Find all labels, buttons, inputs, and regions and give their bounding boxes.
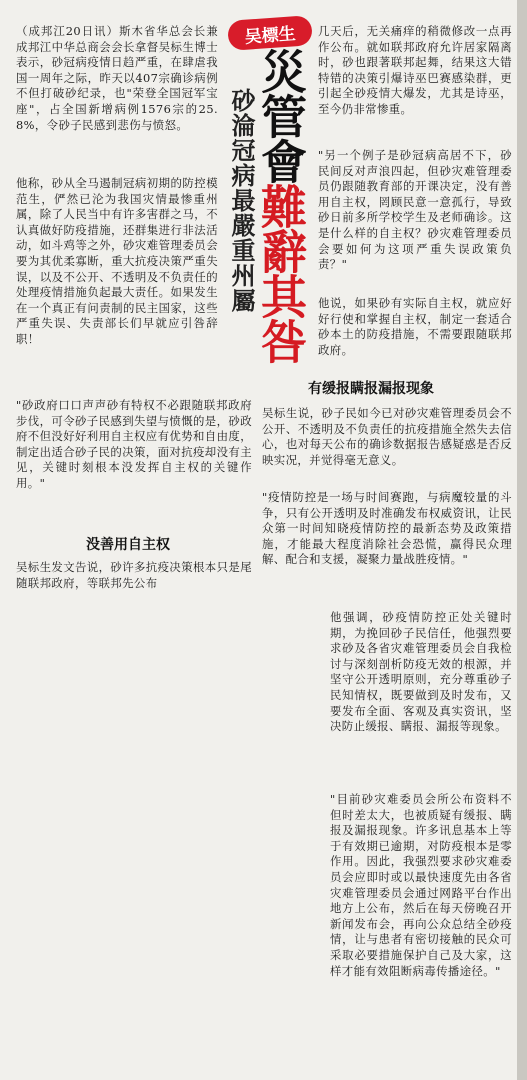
headline [254,48,308,363]
headline-red: 難辭其咎 [254,183,308,363]
right-paragraph-5: "疫情防控是一场与时间赛跑，与病魔较量的斗争，只有公开透明及时准确发布权威资讯，让民众第一时间知晓疫情防控的最新态势及政策措施，才能最大程度消除社会恐慌，赢得民众理解、配合和支援，凝聚力量战胜疫情。" [262,490,512,567]
page-edge [517,0,527,1080]
right-paragraph-7: "目前砂灾难委员会所公布资料不但时差太大，也被质疑有缓报、瞒报及漏报现象。许多讯息基本上等于有效期已逾期，对防疫根本是零作用。因此，我强烈要求砂灾难委员会应即时或以最快速度先由各省灾难管理委员会通过网路平台作出地方上公布，然后在每天傍晚召开新闻发布会，再向公众总结全砂疫情，让与患者有密切接触的民众可采取必要措施保护自己及大家，这样才能有效阻断病毒传播途径。" [330,792,512,978]
right-paragraph-3: 他说，如果砂有实际自主权，就应好好行使和掌握自主权，制定一套适合砂本土的防疫措施，不需要跟随联邦政府。 [318,296,512,357]
right-paragraph-2: "另一个例子是砂冠病高居不下，砂民间反对声浪四起，但砂灾难管理委员仍跟随教育部的开课决定，没有善用自主权，罔顾民意一意孤行，导致砂日前多所学校学生及老师确诊。这是什么样的自主权？砂灾难管理委员会要如何为这项严重失误政策负责？" [318,148,512,272]
right-subtitle: 有缓报瞒报漏报现象 [308,381,434,397]
subheadline: 砂淪冠病最嚴重州屬 [227,88,255,313]
right-paragraph-1: 几天后，无关痛痒的稍微修改一点再作公布。就如联邦政府允许居家隔离时，砂也跟著联邦起舞，结果这大错特错的决策引爆诗巫巴赛感染群，更引起全砂疫情大爆发，尤其是诗巫，至今仍非常惨重。 [318,24,512,116]
left-paragraph-4: 吴标生发文告说，砂许多抗疫决策根本只是尾随联邦政府，等联邦先公布 [16,560,252,590]
left-paragraph-2: 他称，砂从全马遏制冠病初期的防控模范生，俨然已沦为我国灾情最惨重州属，除了人民当中有许多害群之马，不认真做好防疫措施，还群集进行非法活动，如斗鸡等之外，砂灾难管理委员会要为其优柔寡断，重大抗疫决策严重失误，以及不公开、不透明及不负责任的处理疫情措施负起最大责任。如果发生在一个真正有问责制的民主国家，这些严重失误、失责部长们早就应引咎辞职！ [16,176,218,346]
left-subtitle: 没善用自主权 [86,537,170,553]
right-paragraph-6: 他强调，砂疫情防控正处关键时期，为挽回砂子民信任，他强烈要求砂及各省灾难管理委员会自我检讨与深刻剖析防疫无效的根源，并坚守公开透明原则，充分尊重砂子民知情权，既要做到及时发布，又要发布全面、客观及真实资讯，坚决防止缓报、瞒报、漏报等现象。 [330,610,512,734]
left-paragraph-3: "砂政府口口声声砂有特权不必跟随联邦政府步伐，可令砂子民感到失望与愤慨的是，砂政府不但没好好利用自主权应有优势和自由度，制定出适合砂子民的决策，面对抗疫却没有主见，关键时刻根本没发挥自主权的关键作用。" [16,398,252,490]
right-paragraph-4: 吴标生说，砂子民如今已对砂灾难管理委员会不公开、不透明及不负责任的抗疫措施全然失去信心，也对每天公布的确诊数据报告感疑惑是否反映实况，并觉得毫无意义。 [262,406,512,467]
headline-black: 災管會 [254,48,308,183]
byline-badge: 吴標生 [227,15,313,51]
left-paragraph-1: （成邦江20日讯）斯木省华总会长兼成邦江中华总商会会长拿督吴标生博士表示，砂冠病疫情日趋严重，在肆虐我国一周年之际，昨天以407宗确诊病例不但打破砂纪录，也"荣登全国冠军宝座"，占全国新增病例1576宗的25.8%，令砂子民感到悲伤与愤怒。 [16,24,218,132]
